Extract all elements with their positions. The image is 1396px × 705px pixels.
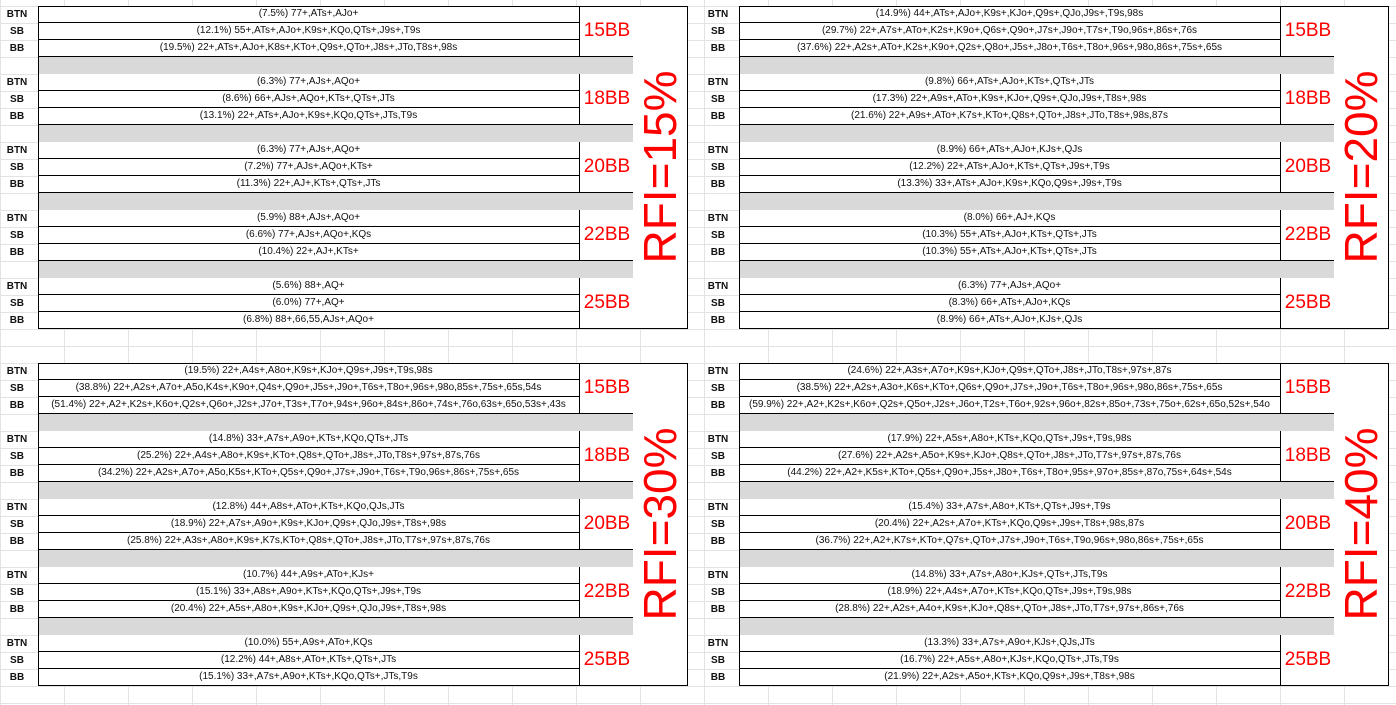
range-text: (9.8%) 66+,ATs+,AJo+,KTs+,QTs+,JTs <box>924 76 1095 87</box>
range-text: (12.2%) 22+,ATs+,AJo+,KTs+,QTs+,J9s+,T9s <box>909 161 1110 172</box>
range-cell[interactable] <box>38 227 579 244</box>
range-cell[interactable] <box>38 669 579 686</box>
range-cell[interactable] <box>739 312 1280 329</box>
range-text: (34.2%) 22+,A2s+,A7o+,A5o,K5s+,KTo+,Q5s+,Q9o+,J7s+,J9o+,T6s+,T9o,96s+,86s+,75s+,65s <box>97 467 520 478</box>
position-label-bb: BB <box>710 111 726 122</box>
position-label-btn: BTN <box>6 281 28 292</box>
position-label-btn: BTN <box>707 570 729 581</box>
range-text: (21.9%) 22+,A2s+,A5o+,KTs+,KQo,Q9s+,J9s+,T8s+,98s <box>884 671 1135 682</box>
range-text: (18.9%) 22+,A7s+,A9o+,K9s+,KJo+,Q9s+,QJo,J9s+,T8s+,98s <box>170 518 447 529</box>
stack-size-cell[interactable]: 25BB <box>1280 635 1336 686</box>
range-text: (16.7%) 22+,A5s+,A8o+,KJs+,KQo,QTs+,JTs,T9s <box>900 654 1119 665</box>
stack-size-cell[interactable]: 20BB <box>579 499 635 550</box>
position-label-sb: SB <box>711 162 725 173</box>
stack-size-cell[interactable]: 20BB <box>1280 142 1336 193</box>
range-text: (6.0%) 77+,AQ+ <box>272 297 345 308</box>
position-label-btn: BTN <box>6 366 28 377</box>
position-label-bb: BB <box>710 315 726 326</box>
rfi-label: RFI=20% <box>1335 70 1387 264</box>
range-text: (8.9%) 66+,ATs+,AJo+,KJs+,QJs <box>936 314 1083 325</box>
range-text: (38.5%) 22+,A2s+,A3o+,K6s+,KTo+,Q6s+,Q9o+,J7s+,J9o+,T6s+,T8o+,96s+,98o,86s+,75s+,65s <box>796 382 1223 393</box>
range-cell[interactable] <box>38 601 579 618</box>
position-label-bb: BB <box>710 179 726 190</box>
stack-size-cell[interactable]: 25BB <box>579 635 635 686</box>
range-text: (27.6%) 22+,A2s+,A5o+,K9s+,KJo+,Q8s+,QTo+,J8s+,JTo,T7s+,97s+,87s,76s <box>838 450 1181 461</box>
range-cell[interactable] <box>38 652 579 669</box>
range-cell[interactable] <box>38 176 579 193</box>
range-text: (10.7%) 44+,A9s+,ATo+,KJs+ <box>242 569 374 580</box>
range-cell[interactable] <box>739 91 1280 108</box>
separator-row <box>38 414 633 432</box>
range-text: (6.3%) 77+,AJs+,AQo+ <box>957 280 1062 291</box>
position-label-btn: BTN <box>6 434 28 445</box>
range-cell[interactable] <box>739 74 1280 91</box>
range-cell[interactable] <box>739 601 1280 618</box>
stack-size-cell[interactable]: 22BB <box>1280 567 1336 618</box>
range-cell[interactable] <box>38 312 579 329</box>
position-label-btn: BTN <box>707 502 729 513</box>
range-cell[interactable] <box>739 516 1280 533</box>
range-text: (19.5%) 22+,ATs+,AJo+,K8s+,KTo+,Q9s+,QTo+,J8s+,JTo,T8s+,98s <box>159 42 458 53</box>
separator-row <box>739 57 1334 75</box>
position-label-bb: BB <box>710 247 726 258</box>
position-label-bb: BB <box>710 43 726 54</box>
range-cell[interactable] <box>739 244 1280 261</box>
separator-row <box>739 125 1334 143</box>
range-text: (12.2%) 44+,A8s+,ATo+,KTs+,QTs+,JTs <box>220 654 397 665</box>
position-label-btn: BTN <box>707 281 729 292</box>
stack-size-cell[interactable]: 18BB <box>1280 74 1336 125</box>
position-label-btn: BTN <box>6 9 28 20</box>
position-label-btn: BTN <box>707 366 729 377</box>
stack-size-cell[interactable]: 20BB <box>579 142 635 193</box>
position-label-bb: BB <box>710 536 726 547</box>
rfi-label: RFI=40% <box>1335 427 1387 621</box>
position-label-sb: SB <box>10 383 24 394</box>
range-cell[interactable] <box>739 40 1280 57</box>
separator-row <box>38 550 633 568</box>
range-cell[interactable] <box>739 533 1280 550</box>
range-cell[interactable] <box>38 516 579 533</box>
stack-size-cell[interactable]: 25BB <box>579 278 635 329</box>
range-cell[interactable] <box>38 431 579 448</box>
position-label-sb: SB <box>711 298 725 309</box>
range-text: (13.3%) 33+,A7s+,A9o+,KJs+,QJs,JTs <box>924 637 1095 648</box>
rfi-header-cell[interactable] <box>633 363 688 686</box>
position-label-btn: BTN <box>707 145 729 156</box>
rfi-label: RFI=15% <box>634 70 686 264</box>
range-cell[interactable] <box>739 567 1280 584</box>
position-label-bb: BB <box>9 604 25 615</box>
stack-size-cell[interactable]: 18BB <box>579 74 635 125</box>
range-cell[interactable] <box>739 210 1280 227</box>
position-label-bb: BB <box>9 111 25 122</box>
range-cell[interactable] <box>38 465 579 482</box>
range-text: (10.4%) 22+,AJ+,KTs+ <box>258 246 359 257</box>
range-cell[interactable] <box>38 295 579 312</box>
range-cell[interactable] <box>38 278 579 295</box>
range-text: (20.4%) 22+,A5s+,A8o+,K9s+,KJo+,Q9s+,QJo,J9s+,T8s+,98s <box>170 603 447 614</box>
range-text: (6.3%) 77+,AJs+,AQo+ <box>256 144 361 155</box>
range-cell[interactable] <box>38 380 579 397</box>
range-text: (5.6%) 88+,AQ+ <box>272 280 345 291</box>
range-text: (11.3%) 22+,AJ+,KTs+,QTs+,JTs <box>236 178 381 189</box>
range-cell[interactable] <box>739 278 1280 295</box>
position-label-sb: SB <box>711 94 725 105</box>
range-cell[interactable] <box>739 6 1280 23</box>
range-cell[interactable] <box>38 23 579 40</box>
position-label-btn: BTN <box>6 145 28 156</box>
position-label-sb: SB <box>711 655 725 666</box>
range-cell[interactable] <box>38 584 579 601</box>
range-text: (12.1%) 55+,ATs+,AJo+,K9s+,KQo,QTs+,J9s+,T9s <box>196 25 421 36</box>
stack-size-cell[interactable]: 20BB <box>1280 499 1336 550</box>
position-label-btn: BTN <box>707 77 729 88</box>
position-label-btn: BTN <box>6 638 28 649</box>
range-cell[interactable] <box>38 363 579 380</box>
position-label-bb: BB <box>9 315 25 326</box>
range-cell[interactable] <box>739 397 1280 414</box>
position-label-bb: BB <box>9 400 25 411</box>
rfi-header-cell[interactable] <box>633 6 688 329</box>
range-text: (7.2%) 77+,AJs+,AQo+,KTs+ <box>244 161 373 172</box>
range-cell[interactable] <box>739 669 1280 686</box>
range-cell[interactable] <box>739 176 1280 193</box>
range-cell[interactable] <box>38 91 579 108</box>
range-cell[interactable] <box>38 159 579 176</box>
position-label-sb: SB <box>711 383 725 394</box>
separator-row <box>739 261 1334 279</box>
range-cell[interactable] <box>739 227 1280 244</box>
range-text: (17.9%) 22+,A5s+,A8o+,KTs+,KQo,QTs+,J9s+,T9s,98s <box>887 433 1132 444</box>
range-cell[interactable] <box>739 635 1280 652</box>
range-text: (24.6%) 22+,A3s+,A7o+,K9s+,KJo+,Q9s+,QTo+,J8s+,JTo,T8s+,97s+,87s <box>847 365 1172 376</box>
position-label-sb: SB <box>10 94 24 105</box>
separator-row <box>739 482 1334 500</box>
position-label-sb: SB <box>711 519 725 530</box>
stack-size-cell[interactable]: 22BB <box>579 210 635 261</box>
stack-size-cell[interactable]: 15BB <box>579 6 635 57</box>
range-cell[interactable] <box>38 108 579 125</box>
range-text: (25.8%) 22+,A3s+,A8o+,K9s+,K7s,KTo+,Q8s+,QTo+,J8s+,JTo,T7s+,97s+,87s,76s <box>127 535 490 546</box>
position-label-sb: SB <box>10 298 24 309</box>
range-cell[interactable] <box>739 584 1280 601</box>
range-cell[interactable] <box>739 499 1280 516</box>
position-label-sb: SB <box>711 587 725 598</box>
range-cell[interactable] <box>739 23 1280 40</box>
rfi-table-4 <box>707 363 1388 685</box>
range-text: (14.9%) 44+,ATs+,AJo+,K9s+,KJo+,Q9s+,QJo,J9s+,T9s,98s <box>875 8 1144 19</box>
range-text: (10.0%) 55+,A9s+,ATo+,KQs <box>244 637 373 648</box>
range-text: (8.3%) 66+,ATs+,AJo+,KQs <box>948 297 1071 308</box>
range-text: (15.1%) 33+,A7s+,A9o+,KTs+,KQo,QTs+,JTs,T9s <box>199 671 418 682</box>
range-text: (38.8%) 22+,A2s+,A7o+,A5o,K4s+,K9o+,Q4s+,Q9o+,J5s+,J9o+,T6s+,T8o+,96s+,98o,85s+,75s+,65s,54s <box>75 382 542 393</box>
stack-size-cell[interactable]: 25BB <box>1280 278 1336 329</box>
rfi-table-1 <box>6 6 687 328</box>
position-label-sb: SB <box>10 587 24 598</box>
range-text: (29.7%) 22+,A7s+,ATo+,K2s+,K9o+,Q6s+,Q9o+,J7s+,J9o+,T7s+,T9o,96s+,86s+,76s <box>821 25 1198 36</box>
separator-row <box>739 618 1334 636</box>
range-text: (51.4%) 22+,A2+,K2s+,K6o+,Q2s+,Q6o+,J2s+,J7o+,T3s+,T7o+,94s+,96o+,84s+,86o+,74s+,76o,63s+,65o,53s+,43s <box>51 399 566 410</box>
range-text: (13.1%) 22+,ATs+,AJo+,K9s+,KQo,QTs+,JTs,T9s <box>199 110 418 121</box>
position-label-bb: BB <box>9 247 25 258</box>
position-label-btn: BTN <box>6 502 28 513</box>
rfi-table-3 <box>6 363 687 685</box>
position-label-sb: SB <box>711 230 725 241</box>
range-cell[interactable] <box>739 363 1280 380</box>
position-label-sb: SB <box>10 519 24 530</box>
rfi-table-2 <box>707 6 1388 328</box>
range-text: (10.3%) 55+,ATs+,AJo+,KTs+,QTs+,JTs <box>922 246 1097 257</box>
range-text: (6.6%) 77+,AJs+,AQo+,KQs <box>245 229 372 240</box>
range-cell[interactable] <box>38 40 579 57</box>
position-label-bb: BB <box>710 604 726 615</box>
range-text: (59.9%) 22+,A2+,K2s+,K6o+,Q2s+,Q5o+,J2s+,J6o+,T2s+,T6o+,92s+,96o+,82s+,85o+,73s+,75o+,62s+,65o,52s+,54o <box>749 399 1270 410</box>
range-text: (21.6%) 22+,A9s+,ATo+,K7s+,KTo+,Q8s+,QTo+,J8s+,JTo,T8s+,98s,87s <box>851 110 1168 121</box>
range-text: (19.5%) 22+,A4s+,A8o+,K9s+,KJo+,Q9s+,J9s+,T9s,98s <box>184 365 433 376</box>
position-label-sb: SB <box>10 26 24 37</box>
range-text: (44.2%) 22+,A2+,K5s+,KTo+,Q5s+,Q9o+,J5s+,J8o+,T6s+,T8o+,95s+,97o+,85s+,87o,75s+,64s+,54s <box>787 467 1232 478</box>
range-cell[interactable] <box>739 652 1280 669</box>
range-cell[interactable] <box>38 6 579 23</box>
position-label-btn: BTN <box>6 213 28 224</box>
range-cell[interactable] <box>38 397 579 414</box>
separator-row <box>38 261 633 279</box>
stack-size-cell[interactable]: 15BB <box>1280 6 1336 57</box>
position-label-sb: SB <box>10 230 24 241</box>
range-cell[interactable] <box>38 635 579 652</box>
range-cell[interactable] <box>739 295 1280 312</box>
range-cell[interactable] <box>739 159 1280 176</box>
position-label-bb: BB <box>710 468 726 479</box>
range-text: (15.4%) 33+,A7s+,A8o+,KTs+,QTs+,J9s+,T9s <box>908 501 1111 512</box>
range-cell[interactable] <box>38 210 579 227</box>
stack-size-cell[interactable]: 15BB <box>579 363 635 414</box>
position-label-sb: SB <box>10 451 24 462</box>
range-text: (25.2%) 22+,A4s+,A8o+,K9s+,KTo+,Q8s+,QTo+,J8s+,JTo,T8s+,97s+,87s,76s <box>137 450 480 461</box>
range-text: (14.8%) 33+,A7s+,A9o+,KTs+,KQo,QTs+,JTs <box>208 433 409 444</box>
stack-size-cell[interactable]: 22BB <box>579 567 635 618</box>
range-text: (17.3%) 22+,A9s+,ATo+,K9s+,KJo+,Q9s+,QJo,J9s+,T8s+,98s <box>872 93 1147 104</box>
position-label-bb: BB <box>9 672 25 683</box>
position-label-btn: BTN <box>6 570 28 581</box>
separator-row <box>739 550 1334 568</box>
range-cell[interactable] <box>739 108 1280 125</box>
range-cell[interactable] <box>38 499 579 516</box>
range-text: (36.7%) 22+,A2+,K7s+,KTo+,Q7s+,QTo+,J7s+,J9o+,T6s+,T9o,96s+,98o,86s+,75s+,65s <box>815 535 1204 546</box>
range-cell[interactable] <box>38 567 579 584</box>
range-text: (13.3%) 33+,ATs+,AJo+,K9s+,KQo,Q9s+,J9s+,T9s <box>897 178 1122 189</box>
range-text: (7.5%) 77+,ATs+,AJo+ <box>258 8 359 19</box>
range-text: (15.1%) 33+,A8s+,A9o+,KTs+,KQo,QTs+,J9s+,T9s <box>195 586 422 597</box>
range-text: (28.8%) 22+,A2s+,A4o+,K9s+,KJo+,Q8s+,QTo+,J8s+,JTo,T7s+,97s+,86s+,76s <box>835 603 1184 614</box>
range-text: (8.0%) 66+,AJ+,KQs <box>963 212 1056 223</box>
range-cell[interactable] <box>739 448 1280 465</box>
position-label-bb: BB <box>9 179 25 190</box>
rfi-label: RFI=30% <box>634 427 686 621</box>
position-label-bb: BB <box>9 468 25 479</box>
position-label-btn: BTN <box>6 77 28 88</box>
range-cell[interactable] <box>38 533 579 550</box>
range-text: (8.9%) 66+,ATs+,AJo+,KJs+,QJs <box>936 144 1083 155</box>
range-text: (8.6%) 66+,AJs+,AQo+,KTs+,QTs+,JTs <box>222 93 395 104</box>
rfi-header-cell[interactable] <box>1334 6 1389 329</box>
range-cell[interactable] <box>38 448 579 465</box>
position-label-sb: SB <box>10 655 24 666</box>
range-cell[interactable] <box>739 465 1280 482</box>
stack-size-cell[interactable]: 18BB <box>1280 431 1336 482</box>
range-cell[interactable] <box>739 142 1280 159</box>
range-cell[interactable] <box>38 244 579 261</box>
position-label-sb: SB <box>10 162 24 173</box>
position-label-bb: BB <box>9 43 25 54</box>
separator-row <box>739 193 1334 211</box>
range-text: (5.9%) 88+,AJs+,AQo+ <box>256 212 361 223</box>
range-cell[interactable] <box>38 142 579 159</box>
position-label-bb: BB <box>710 672 726 683</box>
stack-size-cell[interactable]: 15BB <box>1280 363 1336 414</box>
separator-row <box>739 414 1334 432</box>
position-label-btn: BTN <box>707 213 729 224</box>
position-label-btn: BTN <box>707 638 729 649</box>
position-label-btn: BTN <box>707 434 729 445</box>
range-text: (6.8%) 88+,66,55,AJs+,AQo+ <box>243 314 374 325</box>
separator-row <box>38 193 633 211</box>
stack-size-cell[interactable]: 22BB <box>1280 210 1336 261</box>
separator-row <box>38 125 633 143</box>
range-text: (12.8%) 44+,A8s+,ATo+,KTs+,KQo,QJs,JTs <box>212 501 405 512</box>
range-cell[interactable] <box>38 74 579 91</box>
separator-row <box>38 618 633 636</box>
position-label-bb: BB <box>9 536 25 547</box>
stack-size-cell[interactable]: 18BB <box>579 431 635 482</box>
range-cell[interactable] <box>739 431 1280 448</box>
position-label-sb: SB <box>711 26 725 37</box>
position-label-bb: BB <box>710 400 726 411</box>
range-text: (10.3%) 55+,ATs+,AJo+,KTs+,QTs+,JTs <box>922 229 1097 240</box>
range-text: (20.4%) 22+,A2s+,A7o+,KTs+,KQo,Q9s+,J9s+,T8s+,98s,87s <box>874 518 1145 529</box>
position-label-btn: BTN <box>707 9 729 20</box>
rfi-header-cell[interactable] <box>1334 363 1389 686</box>
range-text: (18.9%) 22+,A4s+,A7o+,KTs+,KQo,QTs+,J9s+,T9s,98s <box>887 586 1132 597</box>
separator-row <box>38 57 633 75</box>
range-cell[interactable] <box>739 380 1280 397</box>
separator-row <box>38 482 633 500</box>
range-text: (6.3%) 77+,AJs+,AQo+ <box>256 76 361 87</box>
range-text: (14.8%) 33+,A7s+,A8o+,KJs+,QTs+,JTs,T9s <box>911 569 1108 580</box>
range-text: (37.6%) 22+,A2s+,ATo+,K2s+,K9o+,Q2s+,Q8o+,J5s+,J8o+,T6s+,T8o+,96s+,98o,86s+,75s+,65s <box>796 42 1223 53</box>
position-label-sb: SB <box>711 451 725 462</box>
